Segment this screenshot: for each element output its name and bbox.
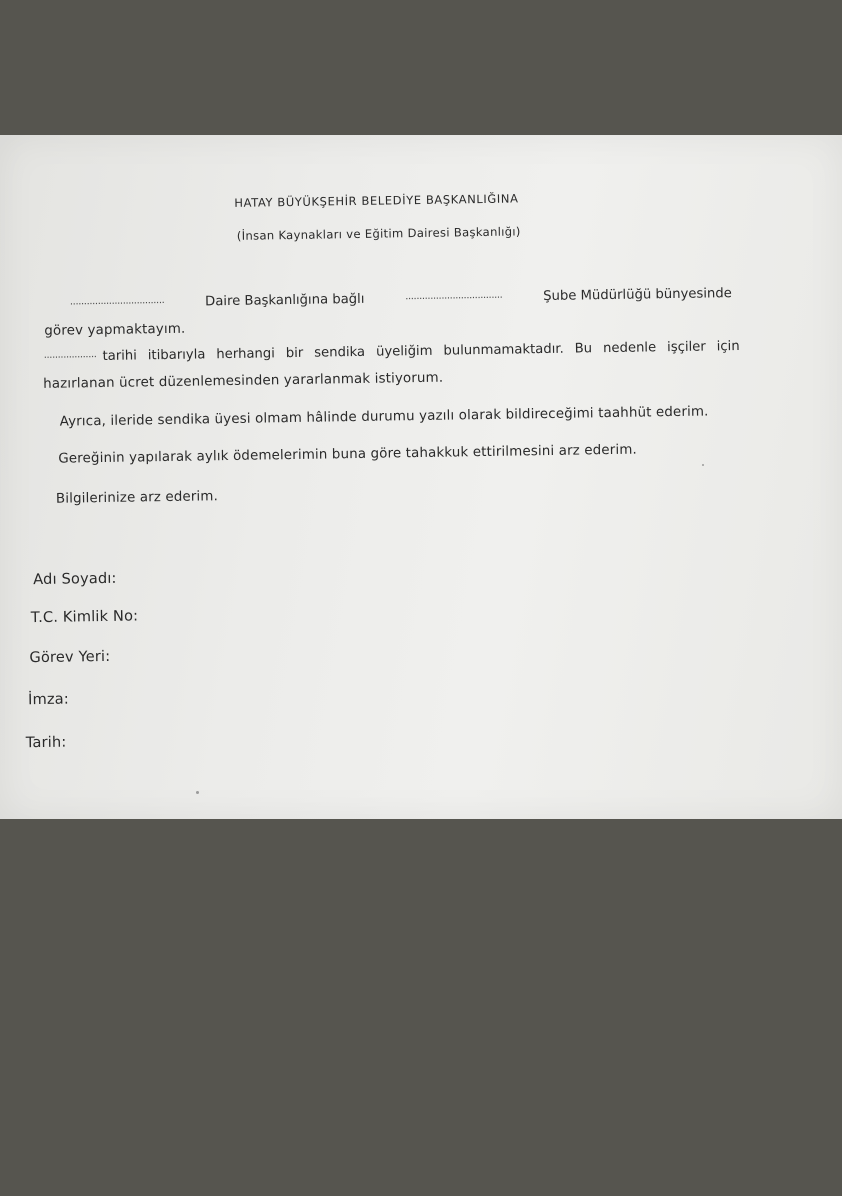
department-line	[70, 286, 732, 311]
branch-blank: ...................................	[405, 289, 503, 303]
department-blank: ..................................	[69, 294, 165, 308]
document-subtitle: (İnsan Kaynakları ve Eğitim Dairesi Başkanlığı)	[236, 224, 521, 243]
signature-field-label: İmza:	[27, 690, 70, 709]
date-field-label: Tarih:	[25, 733, 67, 752]
membership-statement: tarihi itibarıyla herhangi bir sendika üyeliğim bulunmamaktadır. Bu nedenle işçiler için	[102, 338, 740, 364]
paper-sheet	[0, 135, 842, 819]
date-blank: ...................	[43, 349, 97, 361]
workplace-field-label: Görev Yeri:	[29, 647, 111, 667]
commitment-paragraph: Ayrıca, ileride sendika üyesi olmam hâlinde durumu yazılı olarak bildireceğimi taahhüt ederim.	[59, 404, 709, 430]
name-field-label: Adı Soyadı:	[33, 569, 117, 589]
document-title: HATAY BÜYÜKŞEHİR BELEDİYE BAŞKANLIĞINA	[234, 191, 519, 210]
date-line	[44, 339, 740, 365]
department-label: Daire Başkanlığına bağlı	[205, 291, 365, 310]
document-body	[0, 128, 842, 825]
tc-id-field-label: T.C. Kimlik No:	[30, 607, 139, 627]
branch-label: Şube Müdürlüğü bünyesinde	[543, 286, 732, 305]
closing-paragraph: Bilgilerinize arz ederim.	[55, 489, 219, 507]
paper-speck	[702, 464, 704, 466]
paper-speck	[196, 791, 199, 794]
request-paragraph: Gereğinin yapılarak aylık ödemelerimin buna göre tahakkuk ettirilmesini arz ederim.	[58, 442, 637, 467]
membership-statement-continuation: hazırlanan ücret düzenlemesinden yararlanmak istiyorum.	[43, 370, 444, 392]
department-line-continuation: görev yapmaktayım.	[44, 321, 186, 339]
